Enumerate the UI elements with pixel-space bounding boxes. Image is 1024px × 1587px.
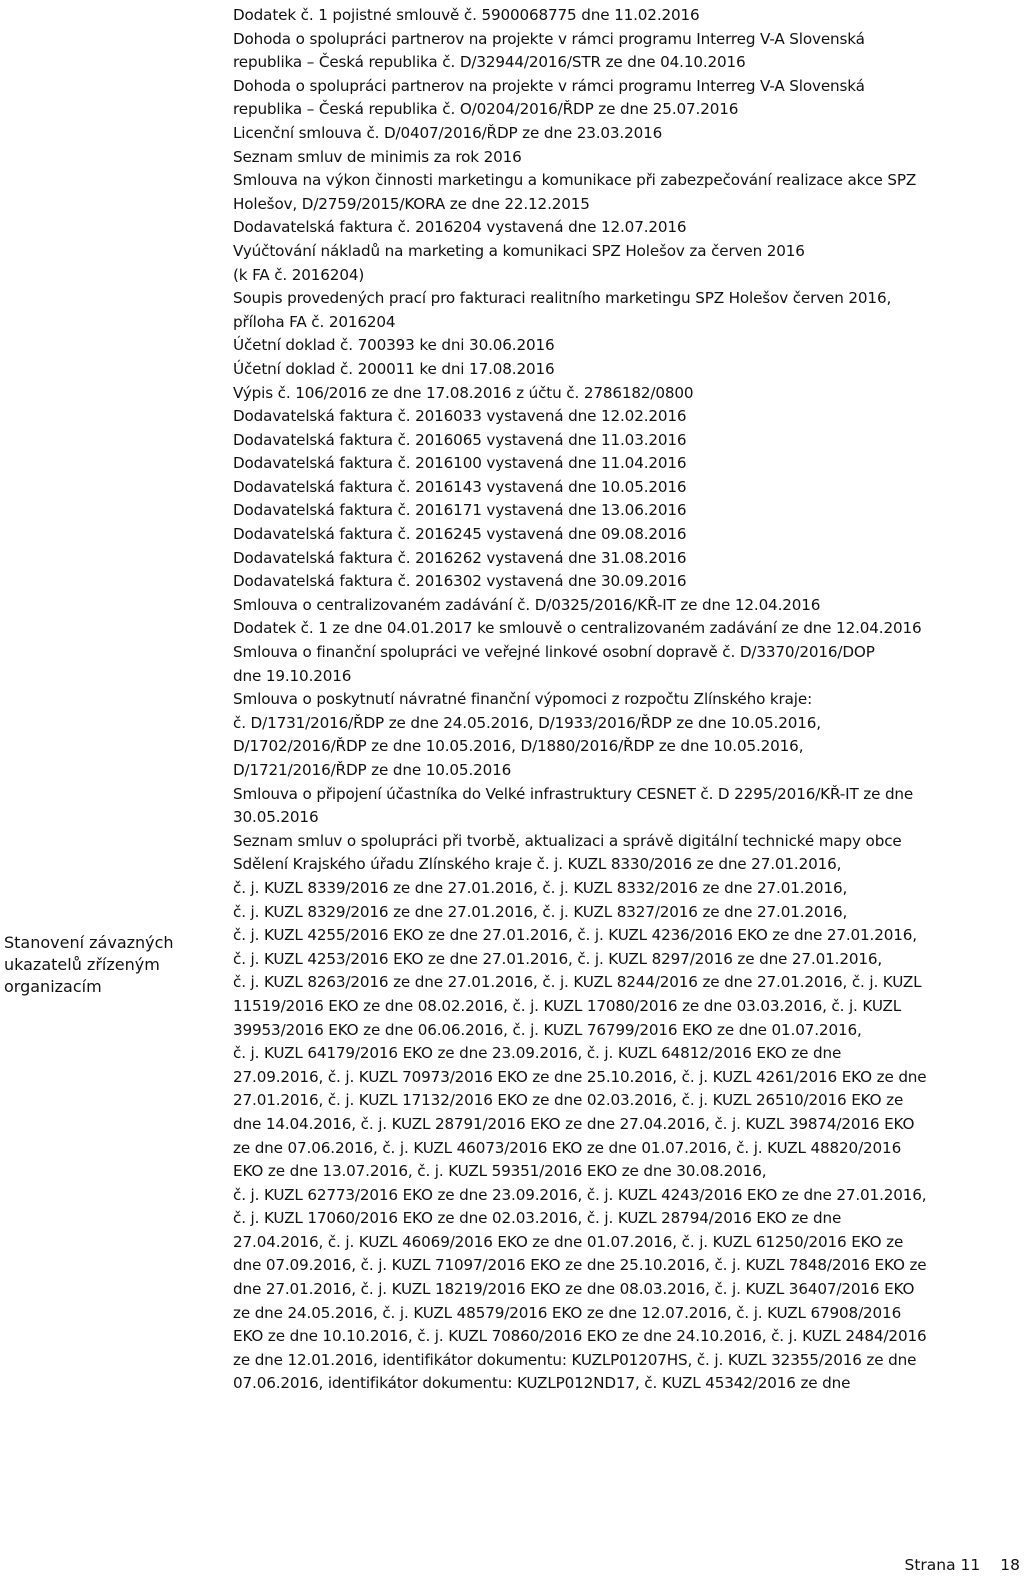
document-line: republika – Česká republika č. D/32944/2016/STR ze dne 04.10.2016 — [233, 53, 746, 72]
document-line: č. j. KUZL 8263/2016 ze dne 27.01.2016, č. j. KUZL 8244/2016 ze dne 27.01.2016, č. j. KUZL — [233, 973, 922, 992]
document-line: Smlouva o centralizovaném zadávání č. D/0325/2016/KŘ-IT ze dne 12.04.2016 — [233, 595, 821, 614]
document-line: dne 14.04.2016, č. j. KUZL 28791/2016 EKO ze dne 27.04.2016, č. j. KUZL 39874/2016 EKO — [233, 1114, 915, 1133]
document-line: Dodavatelská faktura č. 2016204 vystavená dne 12.07.2016 — [233, 218, 687, 237]
document-line: Soupis provedených prací pro fakturaci realitního marketingu SPZ Holešov červen 2016, — [233, 289, 892, 308]
document-line: Dodavatelská faktura č. 2016302 vystavená dne 30.09.2016 — [233, 572, 687, 591]
document-line: příloha FA č. 2016204 — [233, 312, 396, 331]
page-footer — [905, 1556, 1021, 1574]
document-line: Dohoda o spolupráci partnerov na projekte v rámci programu Interreg V-A Slovenská — [233, 76, 865, 95]
document-line: EKO ze dne 10.10.2016, č. j. KUZL 70860/2016 EKO ze dne 24.10.2016, č. j. KUZL 2484/2016 — [233, 1327, 927, 1346]
document-line: č. j. KUZL 8339/2016 ze dne 27.01.2016, č. j. KUZL 8332/2016 ze dne 27.01.2016, — [233, 878, 848, 897]
document-line: Dodavatelská faktura č. 2016171 vystavená dne 13.06.2016 — [233, 501, 687, 520]
document-line: č. j. KUZL 64179/2016 EKO ze dne 23.09.2016, č. j. KUZL 64812/2016 EKO ze dne — [233, 1044, 842, 1063]
document-line: Smlouva o připojení účastníka do Velké infrastruktury CESNET č. D 2295/2016/KŘ-IT ze dne — [233, 784, 914, 803]
document-line: D/1702/2016/ŘDP ze dne 10.05.2016, D/1880/2016/ŘDP ze dne 10.05.2016, — [233, 737, 804, 756]
document-line: ze dne 24.05.2016, č. j. KUZL 48579/2016 EKO ze dne 12.07.2016, č. j. KUZL 67908/2016 — [233, 1303, 902, 1322]
document-line: ze dne 12.01.2016, identifikátor dokumentu: KUZLP01207HS, č. j. KUZL 32355/2016 ze dne — [233, 1350, 917, 1369]
page-number: Strana 11 — [904, 1556, 981, 1574]
document-line: Smlouva o poskytnutí návratné finanční výpomoci z rozpočtu Zlínského kraje: — [233, 690, 813, 709]
document-line: č. j. KUZL 62773/2016 EKO ze dne 23.09.2016, č. j. KUZL 4243/2016 EKO ze dne 27.01.2016, — [233, 1185, 927, 1204]
document-line: č. D/1731/2016/ŘDP ze dne 24.05.2016, D/1933/2016/ŘDP ze dne 10.05.2016, — [233, 713, 821, 732]
document-line: Holešov, D/2759/2015/KORA ze dne 22.12.2015 — [233, 194, 590, 213]
document-line: dne 19.10.2016 — [233, 666, 352, 685]
document-line: Dodavatelská faktura č. 2016262 vystavená dne 31.08.2016 — [233, 548, 687, 567]
document-line: Dohoda o spolupráci partnerov na projekte v rámci programu Interreg V-A Slovenská — [233, 29, 865, 48]
page-total: 18 — [1000, 1556, 1020, 1574]
document-line: 27.09.2016, č. j. KUZL 70973/2016 EKO ze dne 25.10.2016, č. j. KUZL 4261/2016 EKO ze dne — [233, 1067, 927, 1086]
document-line: Smlouva o finanční spolupráci ve veřejné linkové osobní dopravě č. D/3370/2016/DOP — [233, 643, 875, 662]
document-line: Dodavatelská faktura č. 2016065 vystavená dne 11.03.2016 — [233, 430, 687, 449]
document-line: republika – Česká republika č. O/0204/2016/ŘDP ze dne 25.07.2016 — [233, 100, 739, 119]
document-line: Účetní doklad č. 200011 ke dni 17.08.2016 — [233, 359, 555, 378]
document-line: Dodavatelská faktura č. 2016143 vystavená dne 10.05.2016 — [233, 477, 687, 496]
document-line: ze dne 07.06.2016, č. j. KUZL 46073/2016 EKO ze dne 01.07.2016, č. j. KUZL 48820/2016 — [233, 1138, 902, 1157]
document-line: 27.04.2016, č. j. KUZL 46069/2016 EKO ze dne 01.07.2016, č. j. KUZL 61250/2016 EKO ze — [233, 1232, 904, 1251]
document-line: Dodatek č. 1 ze dne 04.01.2017 ke smlouvě o centralizovaném zadávání ze dne 12.04.2016 — [233, 619, 922, 638]
document-line: Dodavatelská faktura č. 2016033 vystavená dne 12.02.2016 — [233, 407, 687, 426]
document-line: Smlouva na výkon činnosti marketingu a komunikace při zabezpečování realizace akce SPZ — [233, 171, 917, 190]
document-line: č. j. KUZL 4253/2016 EKO ze dne 27.01.2016, č. j. KUZL 8297/2016 ze dne 27.01.2016, — [233, 949, 883, 968]
left-column-label: Stanovení závazných ukazatelů zřízeným organizacím — [4, 933, 174, 996]
document-line: D/1721/2016/ŘDP ze dne 10.05.2016 — [233, 761, 512, 779]
document-line: 30.05.2016 — [233, 808, 319, 827]
document-line: EKO ze dne 13.07.2016, č. j. KUZL 59351/2016 EKO ze dne 30.08.2016, — [233, 1162, 767, 1181]
document-line: Licenční smlouva č. D/0407/2016/ŘDP ze dne 23.03.2016 — [233, 123, 663, 142]
document-line: 07.06.2016, identifikátor dokumentu: KUZLP012ND17, č. KUZL 45342/2016 ze dne — [233, 1374, 851, 1393]
document-line: č. j. KUZL 8329/2016 ze dne 27.01.2016, č. j. KUZL 8327/2016 ze dne 27.01.2016, — [233, 902, 848, 921]
document-line: Sdělení Krajského úřadu Zlínského kraje č. j. KUZL 8330/2016 ze dne 27.01.2016, — [233, 855, 842, 874]
document-line: Účetní doklad č. 700393 ke dni 30.06.2016 — [233, 336, 555, 355]
document-line: Dodavatelská faktura č. 2016245 vystavená dne 09.08.2016 — [233, 525, 687, 544]
document-line: 11519/2016 EKO ze dne 08.02.2016, č. j. KUZL 17080/2016 ze dne 03.03.2016, č. j. KUZL — [233, 996, 902, 1015]
document-line: 39953/2016 EKO ze dne 06.06.2016, č. j. KUZL 76799/2016 EKO ze dne 01.07.2016, — [233, 1020, 862, 1039]
document-line: (k FA č. 2016204) — [233, 265, 365, 284]
document-line: Dodatek č. 1 pojistné smlouvě č. 5900068775 dne 11.02.2016 — [233, 6, 700, 24]
document-line: Vyúčtování nákladů na marketing a komunikaci SPZ Holešov za červen 2016 — [233, 241, 805, 260]
document-line: Výpis č. 106/2016 ze dne 17.08.2016 z účtu č. 2786182/0800 — [233, 383, 694, 402]
document-line: 27.01.2016, č. j. KUZL 17132/2016 EKO ze dne 02.03.2016, č. j. KUZL 26510/2016 EKO ze — [233, 1091, 904, 1110]
document-line: č. j. KUZL 17060/2016 EKO ze dne 02.03.2016, č. j. KUZL 28794/2016 EKO ze dne — [233, 1209, 842, 1228]
document-line: dne 27.01.2016, č. j. KUZL 18219/2016 EKO ze dne 08.03.2016, č. j. KUZL 36407/2016 EKO — [233, 1280, 915, 1299]
document-line: Seznam smluv de minimis za rok 2016 — [233, 147, 522, 166]
document-line: Seznam smluv o spolupráci při tvorbě, aktualizaci a správě digitální technické mapy obce — [233, 831, 902, 850]
document-line: č. j. KUZL 4255/2016 EKO ze dne 27.01.2016, č. j. KUZL 4236/2016 EKO ze dne 27.01.2016, — [233, 926, 917, 945]
document-line: Dodavatelská faktura č. 2016100 vystavená dne 11.04.2016 — [233, 454, 687, 473]
document-line: dne 07.09.2016, č. j. KUZL 71097/2016 EKO ze dne 25.10.2016, č. j. KUZL 7848/2016 EKO ze — [233, 1256, 927, 1275]
document-body — [233, 4, 1020, 1396]
